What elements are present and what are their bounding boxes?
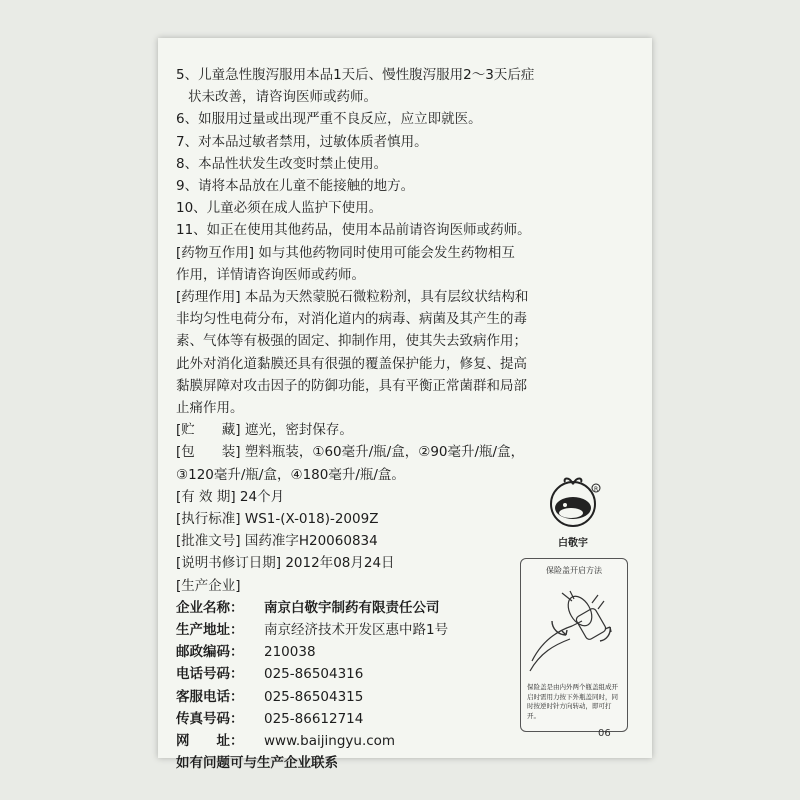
page-number: 06 <box>598 728 611 739</box>
pharmacology-section <box>176 286 638 308</box>
manufacturer-heading: [生产企业] <box>176 577 241 594</box>
pharmacology-text-1: 本品为天然蒙脱石微粒粉剂，具有层纹状结构和 <box>244 289 529 306</box>
validity-value: 24个月 <box>239 488 285 505</box>
whale-logo-icon <box>543 470 603 534</box>
manufacturer-postcode-key: 邮政编码： <box>176 644 244 661</box>
pharmacology-text-6: 止痛作用。 <box>176 400 244 417</box>
hand-opening-cap-icon <box>522 581 626 677</box>
packaging-section <box>176 441 638 463</box>
cap-instructions-box <box>520 558 628 732</box>
approval-label: [批准文号] <box>176 533 241 550</box>
warning-5a: 5、儿童急性腹泻服用本品1天后、慢性腹泻服用2～3天后症 <box>176 67 535 83</box>
interaction-section <box>176 242 638 264</box>
pharmacology-text-3: 素、气体等有极强的固定、抑制作用，使其失去致病作用； <box>176 333 527 350</box>
pharmacology-label: [药理作用] <box>176 289 241 306</box>
manufacturer-name-key: 企业名称： <box>176 599 244 616</box>
warning-5b: 状未改善，请咨询医师或药师。 <box>188 89 377 106</box>
manufacturer-website-value: www.baijingyu.com <box>264 733 396 750</box>
logo-caption: 白敬宇 <box>558 538 588 549</box>
company-logo <box>543 470 603 550</box>
pharmacology-text-2: 非均匀性电荷分布，对消化道内的病毒、病菌及其产生的毒 <box>176 311 527 328</box>
manufacturer-address-value: 南京经济技术开发区惠中路1号 <box>264 622 449 639</box>
manufacturer-phone-key: 电话号码： <box>176 666 244 683</box>
revision-label: [说明书修订日期] <box>176 555 282 572</box>
validity-label: [有 效 期] <box>176 488 236 505</box>
packaging-text-2: ③120毫升/瓶/盒，④180毫升/瓶/盒。 <box>176 466 405 483</box>
storage-section <box>176 419 638 441</box>
warning-6: 6、如服用过量或出现严重不良反应，应立即就医。 <box>176 111 482 128</box>
cap-instructions-title: 保险盖开启方法 <box>546 566 602 575</box>
packaging-label: [包 装] <box>176 444 241 461</box>
warning-8: 8、本品性状发生改变时禁止使用。 <box>176 155 388 172</box>
manufacturer-website-key: 网 址： <box>176 733 244 750</box>
leaflet-page <box>158 38 652 772</box>
svg-text:R: R <box>594 486 599 493</box>
pharmacology-text-4: 此外对消化道黏膜还具有很强的覆盖保护能力，修复、提高 <box>176 355 527 372</box>
storage-label: [贮 藏] <box>176 422 241 439</box>
interaction-text-2: 作用，详情请咨询医师或药师。 <box>176 266 365 283</box>
revision-value: 2012年08月24日 <box>285 555 395 572</box>
manufacturer-postcode-value: 210038 <box>264 644 316 661</box>
manufacturer-service-value: 025-86504315 <box>264 688 364 705</box>
manufacturer-address-key: 生产地址： <box>176 622 244 639</box>
cap-instructions-text: 保险盖是由内外两个瓶盖组成开启时需用力按下外瓶盖同时，同时按逆时针方向转动，即可打开。 <box>527 683 618 720</box>
footer-note: 如有问题可与生产企业联系 <box>176 755 338 772</box>
manufacturer-fax-key: 传真号码： <box>176 710 244 727</box>
manufacturer-name-value: 南京白敬宇制药有限责任公司 <box>264 599 440 616</box>
standard-value: WS1-(X-018)-2009Z <box>244 511 379 528</box>
warning-9: 9、请将本品放在儿童不能接触的地方。 <box>176 178 415 195</box>
warning-7: 7、对本品过敏者禁用，过敏体质者慎用。 <box>176 133 428 150</box>
warning-11: 11、如正在使用其他药品，使用本品前请咨询医师或药师。 <box>176 222 531 239</box>
manufacturer-website-row <box>176 730 638 752</box>
manufacturer-service-key: 客服电话： <box>176 688 244 705</box>
interaction-text-1: 如与其他药物同时使用可能会发生药物相互 <box>258 244 515 261</box>
packaging-text-1: 塑料瓶装，①60毫升/瓶/盒，②90毫升/瓶/盒， <box>244 444 525 461</box>
manufacturer-fax-value: 025-86612714 <box>264 710 364 727</box>
interaction-label: [药物互作用] <box>176 244 255 261</box>
standard-label: [执行标准] <box>176 511 241 528</box>
approval-value: 国药准字H20060834 <box>244 533 378 550</box>
manufacturer-phone-value: 025-86504316 <box>264 666 364 683</box>
pharmacology-text-5: 黏膜屏障对攻击因子的防御功能，具有平衡正常菌群和局部 <box>176 377 527 394</box>
storage-value: 遮光，密封保存。 <box>244 422 353 439</box>
warning-10: 10、儿童必须在成人监护下使用。 <box>176 200 383 217</box>
